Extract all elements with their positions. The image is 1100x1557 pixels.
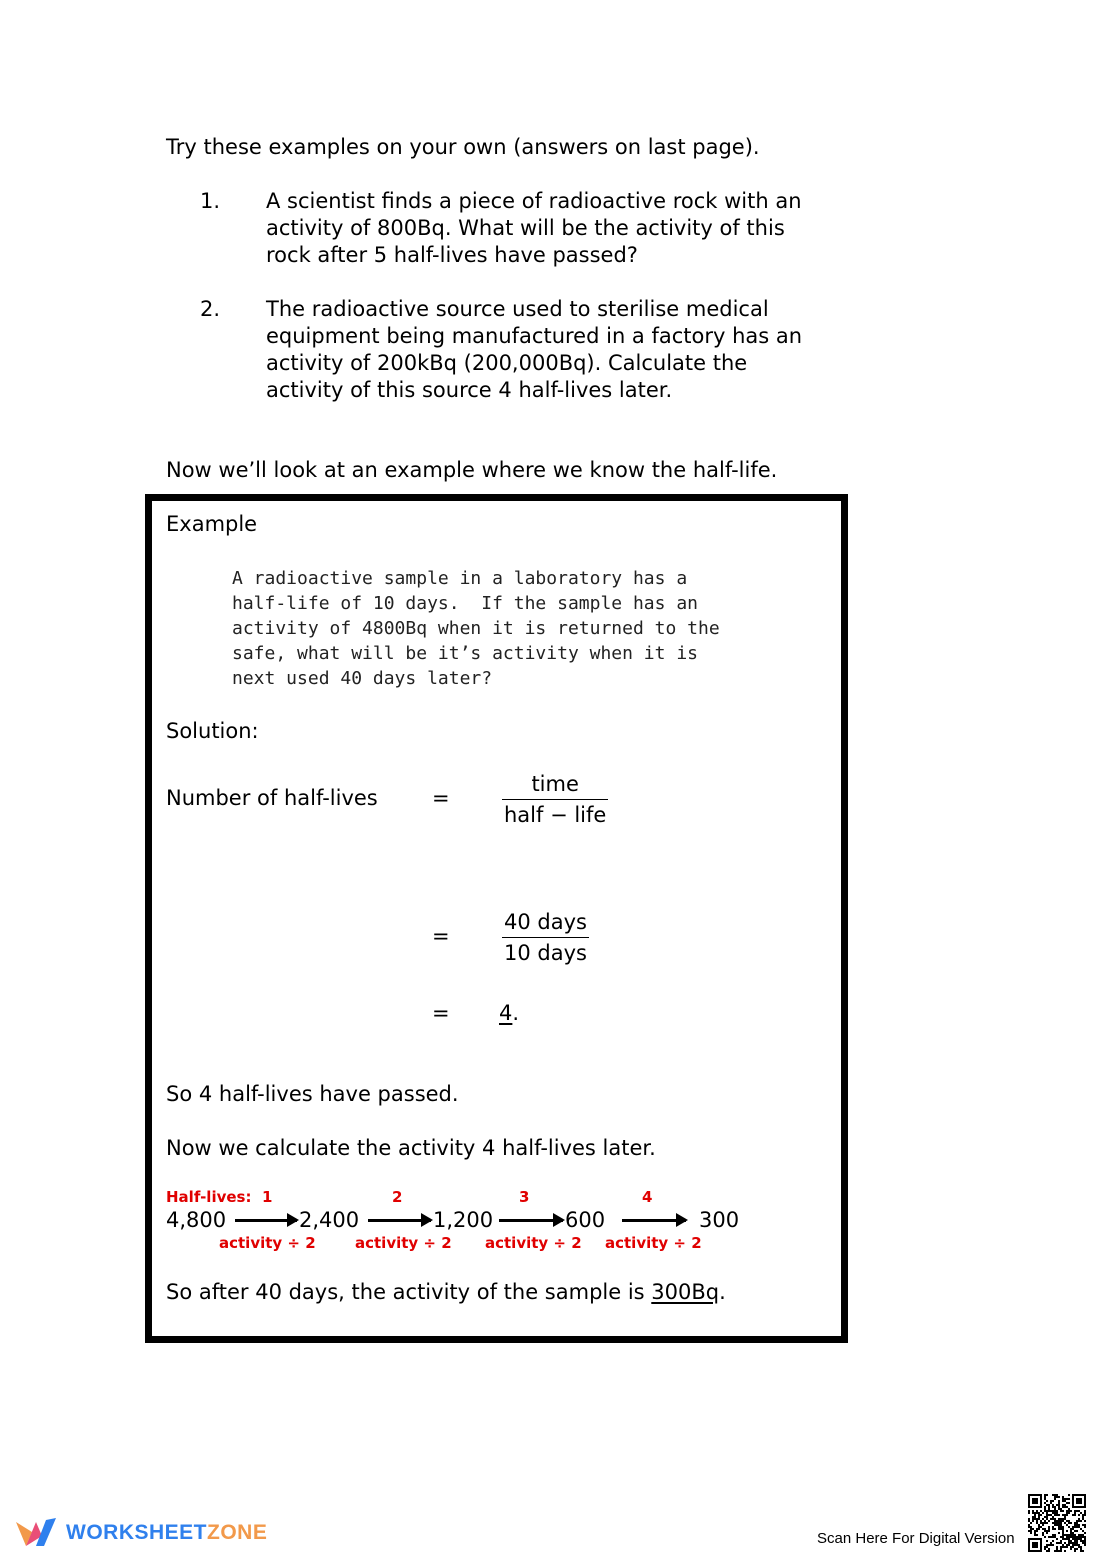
worksheetzone-logo-icon	[14, 1516, 58, 1550]
conclusion-suffix: .	[719, 1280, 726, 1304]
arrow-icon	[235, 1219, 297, 1222]
conclusion-prefix: So after 40 days, the activity of the sample is	[166, 1280, 652, 1304]
problem-line: half-life of 10 days. If the sample has an	[232, 593, 698, 614]
fraction-numerator: time	[502, 769, 608, 800]
question-2-line: The radioactive source used to sterilise medical	[266, 297, 769, 321]
equals-sign: =	[432, 786, 450, 810]
question-2-number: 2.	[200, 297, 221, 321]
equals-sign: =	[432, 1001, 450, 1025]
operation-label: activity ÷ 2	[485, 1234, 582, 1252]
brand-name: WORKSHEETZONE	[66, 1521, 268, 1544]
question-1-number: 1.	[200, 189, 221, 213]
half-life-step: 1	[262, 1188, 273, 1206]
problem-line: safe, what will be it’s activity when it is	[232, 643, 698, 664]
question-1-line: activity of 800Bq. What will be the activity of this	[266, 216, 785, 240]
fraction-days	[502, 907, 589, 968]
activity-value: 300	[699, 1208, 740, 1232]
question-2-line: activity of 200kBq (200,000Bq). Calculate the	[266, 351, 748, 375]
result-value	[499, 1000, 519, 1027]
problem-line: next used 40 days later?	[232, 668, 493, 689]
arrow-icon	[622, 1219, 686, 1222]
arrow-icon	[368, 1219, 431, 1222]
half-life-step: 2	[392, 1188, 403, 1206]
half-life-step: 3	[519, 1188, 530, 1206]
result-suffix: .	[512, 1001, 520, 1025]
operation-label: activity ÷ 2	[355, 1234, 452, 1252]
question-1-line: A scientist finds a piece of radioactive rock with an	[266, 189, 802, 213]
question-1-line: rock after 5 half-lives have passed?	[266, 243, 638, 267]
activity-value: 1,200	[433, 1208, 494, 1232]
half-life-step: 4	[642, 1188, 653, 1206]
fraction-numerator: 40 days	[502, 907, 589, 938]
activity-value: 2,400	[299, 1208, 360, 1232]
calc-line: Now we calculate the activity 4 half-lives later.	[166, 1136, 656, 1160]
solution-label: Solution:	[166, 719, 259, 743]
problem-line: activity of 4800Bq when it is returned to the	[232, 618, 720, 639]
fraction-time-over-half-life	[502, 769, 608, 830]
result-number: 4	[499, 1001, 513, 1025]
conclusion-answer: 300Bq	[651, 1280, 720, 1304]
operation-label: activity ÷ 2	[605, 1234, 702, 1252]
half-lives-label: Half-lives:	[166, 1188, 252, 1206]
conclusion-line	[166, 1279, 726, 1306]
equals-sign: =	[432, 924, 450, 948]
fraction-denominator: half − life	[504, 803, 607, 827]
qr-code-icon[interactable]	[1028, 1494, 1086, 1552]
arrow-icon	[499, 1219, 563, 1222]
operation-label: activity ÷ 2	[219, 1234, 316, 1252]
example-heading: Example	[166, 512, 258, 536]
so-line: So 4 half-lives have passed.	[166, 1082, 459, 1106]
problem-line: A radioactive sample in a laboratory has a	[232, 568, 688, 589]
scan-text: Scan Here For Digital Version	[817, 1530, 1015, 1547]
transition-text: Now we’ll look at an example where we know the half-life.	[166, 458, 778, 482]
question-2-line: activity of this source 4 half-lives later.	[266, 378, 673, 402]
activity-value: 4,800	[166, 1208, 227, 1232]
activity-value: 600	[565, 1208, 606, 1232]
question-2-line: equipment being manufactured in a factory has an	[266, 324, 803, 348]
intro-text: Try these examples on your own (answers on last page).	[166, 135, 760, 159]
formula-label: Number of half-lives	[166, 786, 378, 810]
fraction-denominator: 10 days	[504, 941, 587, 965]
